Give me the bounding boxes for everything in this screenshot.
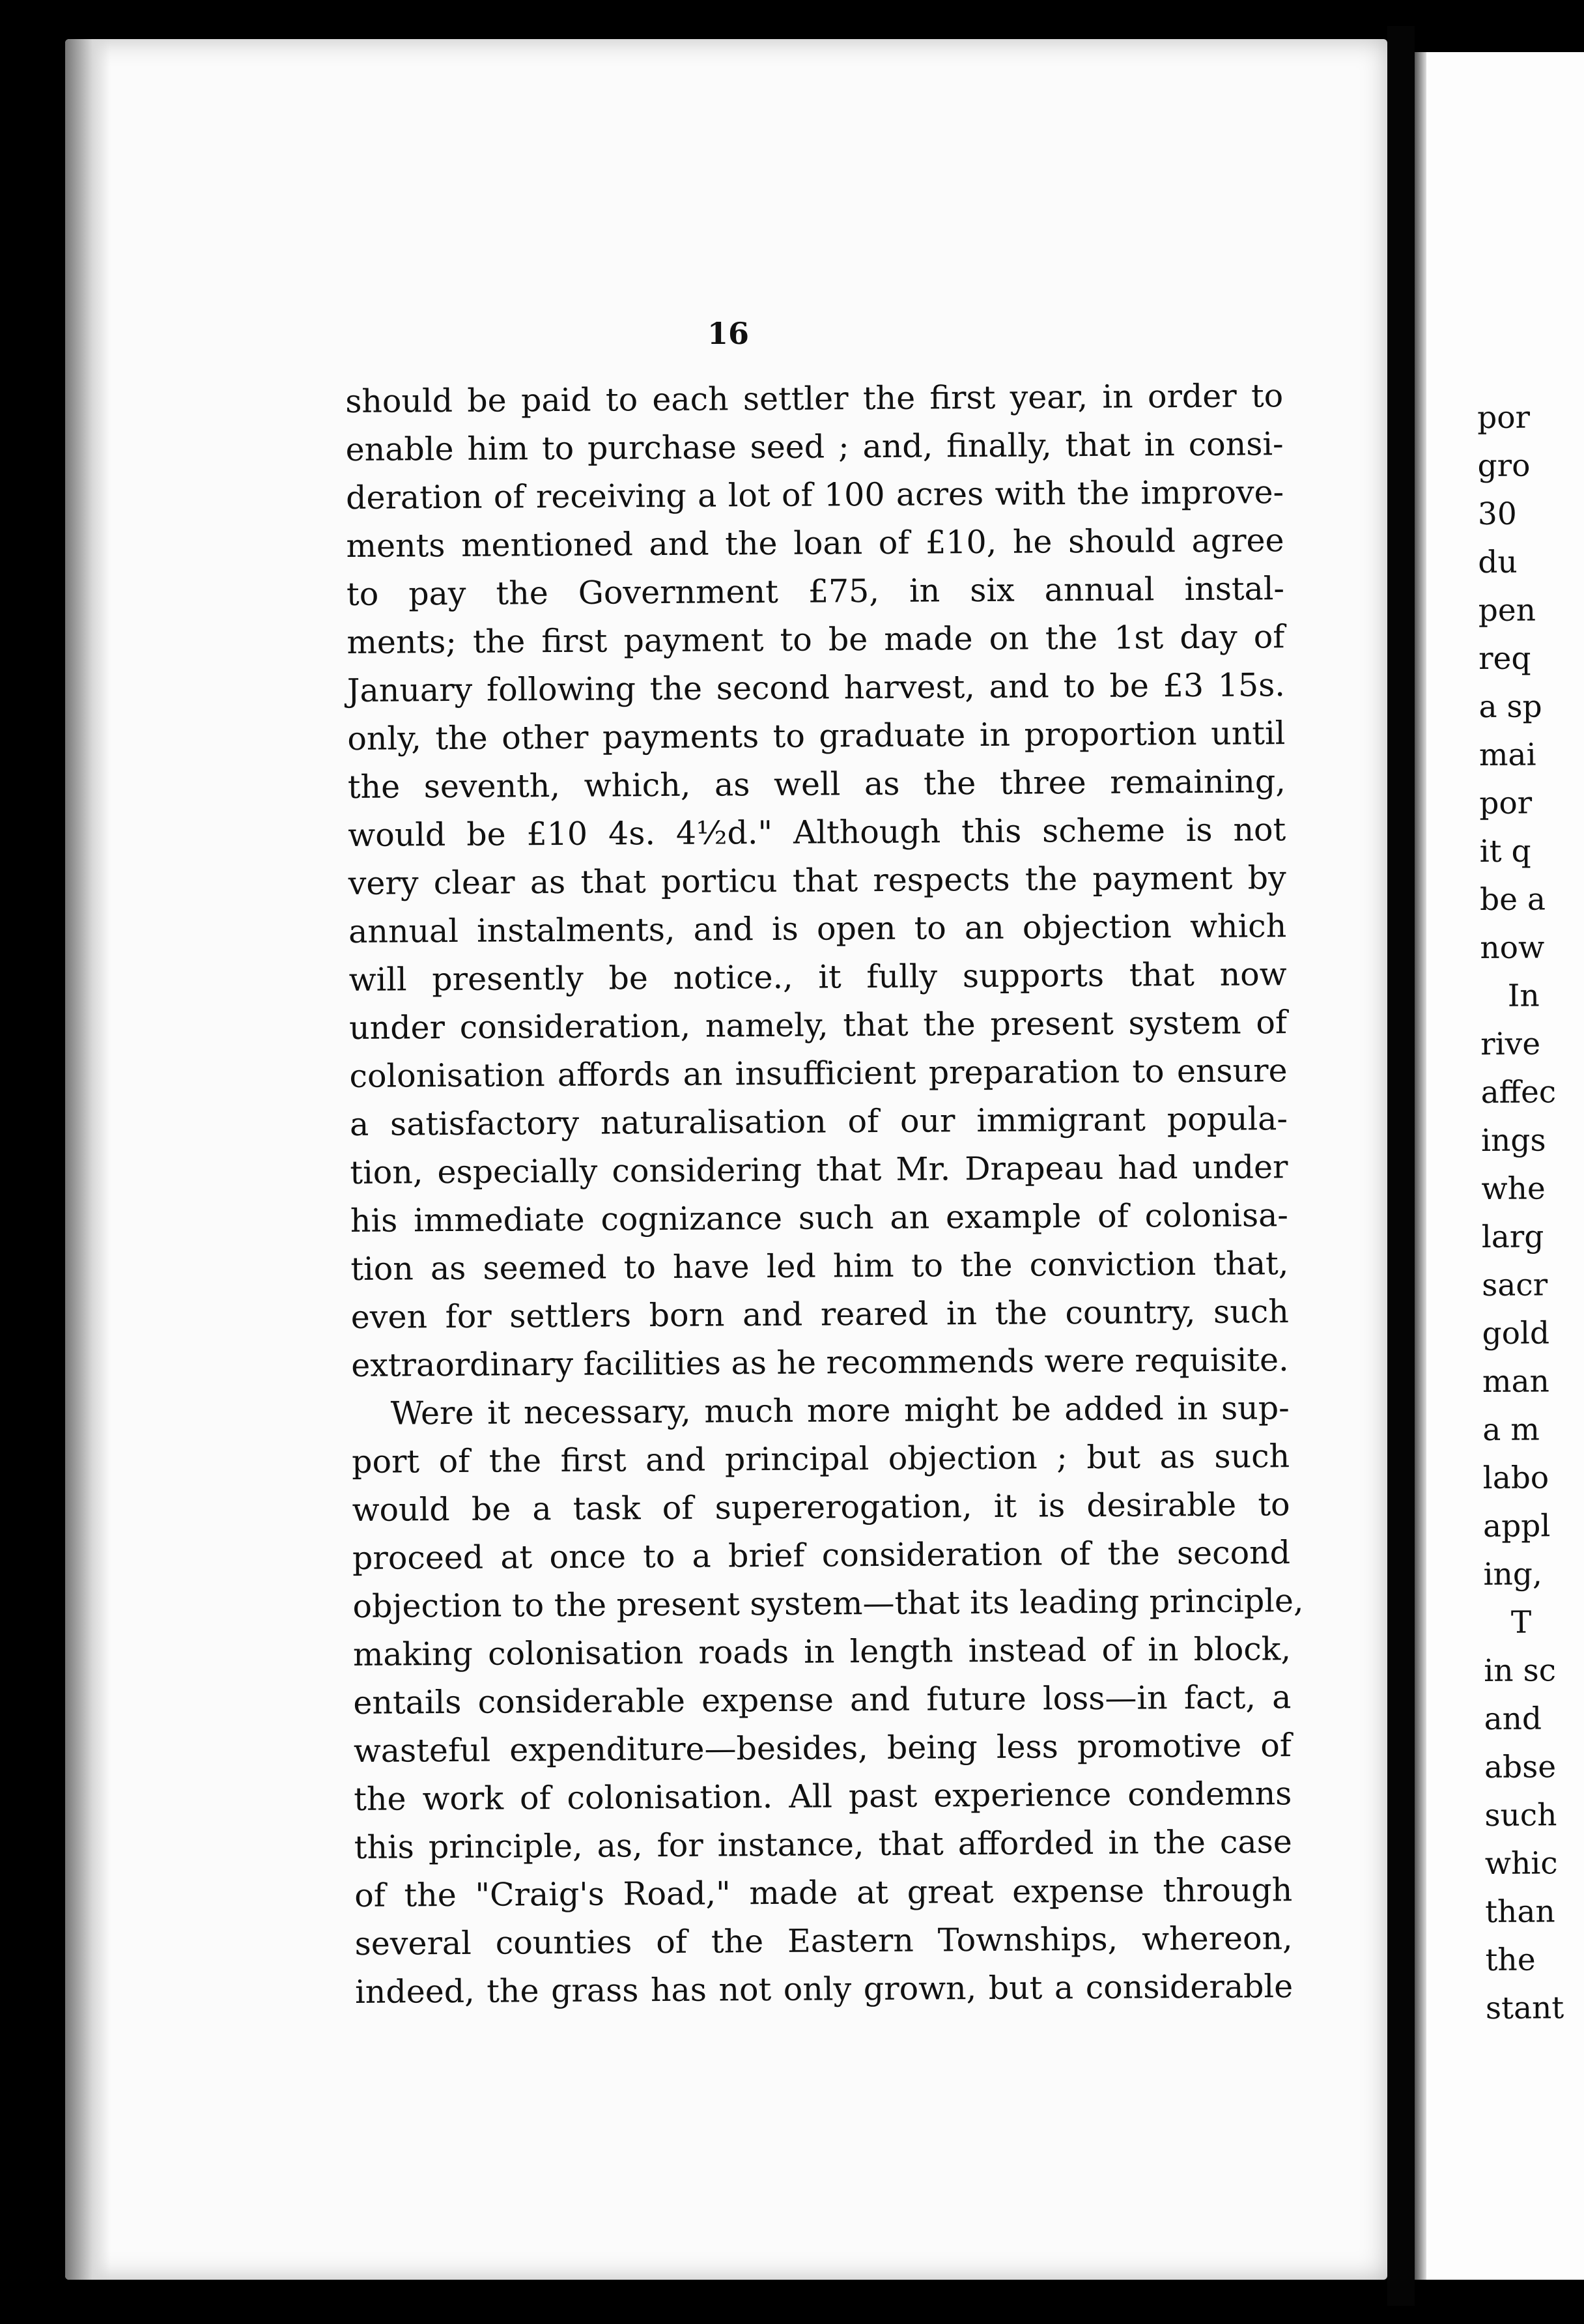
text-line: to pay the Government £75, in six annual instal- [346, 570, 1285, 613]
adjacent-text-line: be a [1479, 881, 1546, 918]
adjacent-text-line: whic [1484, 1845, 1558, 1882]
text-line: making colonisation roads in length instead of in block, [352, 1630, 1292, 1673]
text-line: objection to the present system—that its leading principle, [352, 1582, 1304, 1625]
adjacent-text-line: mai [1478, 737, 1536, 773]
adjacent-text-line: a sp [1478, 688, 1542, 725]
text-line: this principle, as, for instance, that afforded in the case [354, 1823, 1292, 1866]
adjacent-text-line: the [1485, 1942, 1536, 1978]
text-line: very clear as that porticu that respects the payment by [348, 859, 1286, 902]
adjacent-text-line: sacr [1482, 1267, 1548, 1303]
text-line: enable him to purchase seed ; and, finally, that in consi- [345, 425, 1284, 468]
adjacent-text-line: stant [1485, 1990, 1564, 2026]
text-line: a satisfactory naturalisation of our immigrant popula- [349, 1100, 1288, 1143]
text-line: ments; the first payment to be made on the 1st day of [346, 618, 1285, 661]
adjacent-text-line: por [1479, 785, 1533, 821]
adjacent-text-line: ing, [1483, 1556, 1542, 1593]
adjacent-text-line: gro [1477, 447, 1531, 484]
text-line: would be £10 4s. 4½d." Although this scheme is not [348, 811, 1286, 854]
adjacent-page-text [1477, 393, 1570, 2033]
paragraph-start-line: Were it necessary, much more might be added in sup- [390, 1389, 1290, 1432]
text-line: his immediate cognizance such an example of colonisa- [350, 1197, 1289, 1240]
adjacent-text-line: a m [1482, 1411, 1540, 1448]
text-line: should be paid to each settler the first year, in order to [345, 377, 1284, 420]
adjacent-text-line: affec [1480, 1074, 1557, 1111]
text-line: colonisation affords an insufficient preparation to ensure [349, 1052, 1288, 1095]
adjacent-text-line: req [1478, 640, 1531, 677]
book-gutter [1387, 26, 1415, 2306]
text-line: wasteful expenditure—besides, being less promotive of [353, 1727, 1292, 1770]
text-line: annual instalments, and is open to an objection which [348, 907, 1287, 950]
adjacent-text-line: gold [1482, 1315, 1550, 1352]
text-line: deration of receiving a lot of 100 acres with the improve- [345, 474, 1284, 517]
page-number: 16 [707, 316, 749, 351]
adjacent-text-line: man [1482, 1363, 1549, 1400]
body-text [345, 372, 1304, 2017]
adjacent-text-line: larg [1481, 1219, 1544, 1255]
text-line: the work of colonisation. All past experience condemns [354, 1775, 1292, 1818]
adjacent-text-line: labo [1482, 1460, 1549, 1496]
text-line: of the "Craig's Road," made at great expense through [354, 1871, 1293, 1914]
adjacent-text-line: now [1480, 929, 1545, 966]
text-line: will presently be notice., it fully supports that now [348, 956, 1287, 999]
adjacent-text-line: ings [1480, 1122, 1546, 1159]
text-line: the seventh, which, as well as the three remaining, [347, 763, 1286, 806]
adjacent-text-line: whe [1481, 1170, 1546, 1207]
adjacent-text-line: por [1477, 399, 1531, 436]
adjacent-text-line: in sc [1484, 1652, 1557, 1689]
adjacent-text-line: appl [1482, 1508, 1551, 1544]
text-line: indeed, the grass has not only grown, but a considerable [354, 1968, 1294, 2011]
adjacent-text-line: such [1484, 1797, 1557, 1834]
adjacent-text-line: abse [1484, 1749, 1557, 1785]
adjacent-text-line: In [1507, 978, 1540, 1014]
text-line: only, the other payments to graduate in proportion until [347, 715, 1286, 758]
adjacent-text-line: rive [1480, 1026, 1541, 1062]
adjacent-text-line: than [1485, 1893, 1555, 1930]
text-line: tion as seemed to have led him to the conviction that, [350, 1245, 1289, 1288]
text-line: port of the first and principal objection ; but as such [351, 1438, 1290, 1481]
text-line: even for settlers born and reared in the country, such [350, 1293, 1289, 1336]
text-line: extraordinary facilities as he recommends were requisite. [351, 1341, 1289, 1384]
adjacent-text-line: it q [1479, 833, 1531, 870]
adjacent-text-line: pen [1478, 592, 1536, 629]
text-line: proceed at once to a brief consideration of the second [352, 1534, 1291, 1577]
text-line: ments mentioned and the loan of £10, he should agree [346, 522, 1284, 565]
text-line: January following the second harvest, and to be £3 15s. [346, 666, 1286, 709]
text-line: entails considerable expense and future loss—in fact, a [353, 1679, 1292, 1722]
adjacent-text-line: T [1510, 1604, 1532, 1641]
adjacent-text-line: du [1478, 544, 1518, 580]
adjacent-text-line: 30 [1477, 496, 1517, 532]
text-line: tion, especially considering that Mr. Drapeau had under [350, 1148, 1288, 1191]
text-line: several counties of the Eastern Townships, whereon, [354, 1920, 1293, 1963]
text-line: under consideration, namely, that the present system of [348, 1004, 1288, 1047]
text-line: would be a task of supererogation, it is desirable to [352, 1486, 1290, 1529]
adjacent-text-line: and [1484, 1701, 1542, 1737]
